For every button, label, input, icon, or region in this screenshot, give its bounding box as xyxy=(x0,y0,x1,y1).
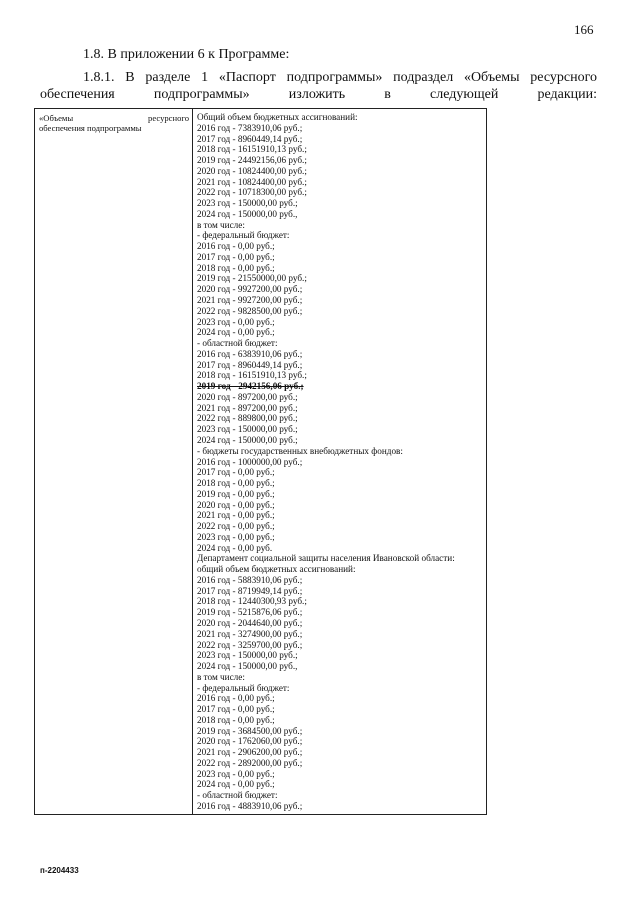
funding-line: 2017 год - 0,00 руб.; xyxy=(197,251,275,262)
funding-line: Общий объем бюджетных ассигнований: xyxy=(197,112,358,122)
funding-line: Департамент социальной защиты населения Ивановской области: xyxy=(197,553,455,564)
funding-line: 2022 год - 889800,00 руб.; xyxy=(197,413,298,424)
label-line-1 xyxy=(39,113,189,123)
funding-line: 2019 год - 24492156,06 руб.; xyxy=(197,155,307,166)
funding-line: 2022 год - 0,00 руб.; xyxy=(197,521,275,532)
funding-line: 2021 год - 897200,00 руб.; xyxy=(197,402,298,413)
passport-table xyxy=(34,108,487,815)
funding-line: 2019 год - 21550000,00 руб.; xyxy=(197,273,307,284)
funding-line: 2020 год - 10824400,00 руб.; xyxy=(197,165,307,176)
funding-line: 2024 год - 0,00 руб. xyxy=(197,542,273,553)
funding-line: 2023 год - 0,00 руб.; xyxy=(197,768,275,779)
funding-line: в том числе: xyxy=(197,671,245,682)
page-number: 166 xyxy=(574,22,594,37)
funding-line: 2023 год - 150000,00 руб.; xyxy=(197,198,298,209)
label-line-2: обеспечения подпрограммы xyxy=(39,123,142,134)
label-word-2: ресурсного xyxy=(148,113,189,123)
funding-line: 2022 год - 10718300,00 руб.; xyxy=(197,187,307,198)
instruction-paragraph: 1.8.1. В разделе 1 «Паспорт подпрограммы» подраздел «Объемы ресурсного обеспечения подпрограммы» изложить в следующей редакции: xyxy=(40,70,597,102)
funding-line: 2024 год - 150000,00 руб.; xyxy=(197,434,298,445)
funding-line: 2017 год - 8960449,14 руб.; xyxy=(197,133,303,144)
funding-line: 2022 год - 9828500,00 руб.; xyxy=(197,305,303,316)
funding-line: 2019 год - 0,00 руб.; xyxy=(197,488,275,499)
document-code: п-2204433 xyxy=(40,866,79,875)
funding-line: 2022 год - 3259700,00 руб.; xyxy=(197,639,303,650)
funding-line: 2016 год - 7383910,06 руб.; xyxy=(197,122,303,133)
funding-line: 2017 год - 0,00 руб.; xyxy=(197,467,275,478)
funding-line: 2020 год - 1762060,00 руб.; xyxy=(197,736,303,747)
funding-line: 2019 год - 2942156,06 руб.; xyxy=(197,381,304,392)
funding-line: 2018 год - 16151910,13 руб.; xyxy=(197,144,307,155)
funding-line: 2016 год - 0,00 руб.; xyxy=(197,693,275,704)
funding-line: 2018 год - 16151910,13 руб.; xyxy=(197,370,307,381)
funding-line: 2018 год - 12440300,93 руб.; xyxy=(197,596,307,607)
funding-line: 2021 год - 9927200,00 руб.; xyxy=(197,295,303,306)
funding-line: 2016 год - 0,00 руб.; xyxy=(197,241,275,252)
funding-line: 2017 год - 8719949,14 руб.; xyxy=(197,585,303,596)
funding-line: 2021 год - 3274900,00 руб.; xyxy=(197,628,303,639)
label-word-1: «Объемы xyxy=(39,113,74,123)
funding-line: 2016 год - 1000000,00 руб.; xyxy=(197,456,303,467)
funding-line: 2020 год - 0,00 руб.; xyxy=(197,499,275,510)
funding-line: 2019 год - 5215876,06 руб.; xyxy=(197,607,303,618)
funding-line: 2018 год - 0,00 руб.; xyxy=(197,262,275,273)
funding-line: 2020 год - 897200,00 руб.; xyxy=(197,391,298,402)
table-row xyxy=(35,109,487,815)
funding-line: 2021 год - 10824400,00 руб.; xyxy=(197,176,307,187)
funding-line: 2016 год - 6383910,06 руб.; xyxy=(197,348,303,359)
funding-line: 2023 год - 0,00 руб.; xyxy=(197,316,275,327)
funding-line: 2017 год - 0,00 руб.; xyxy=(197,704,275,715)
funding-line: 2024 год - 150000,00 руб., xyxy=(197,661,298,672)
funding-line: 2018 год - 0,00 руб.; xyxy=(197,478,275,489)
funding-line: 2016 год - 5883910,06 руб.; xyxy=(197,574,303,585)
label-cell xyxy=(35,109,193,815)
funding-line: - федеральный бюджет: xyxy=(197,230,290,241)
funding-line: 2020 год - 2044640,00 руб.; xyxy=(197,617,303,628)
funding-line: 2019 год - 3684500,00 руб.; xyxy=(197,725,303,736)
funding-line: 2024 год - 0,00 руб.; xyxy=(197,779,275,790)
section-heading: 1.8. В приложении 6 к Программе: xyxy=(83,47,290,62)
funding-line: 2021 год - 2906200,00 руб.; xyxy=(197,747,303,758)
funding-line: 2021 год - 0,00 руб.; xyxy=(197,510,275,521)
value-cell xyxy=(193,109,487,815)
funding-line: - бюджеты государственных внебюджетных фондов: xyxy=(197,445,403,456)
funding-line: 2016 год - 4883910,06 руб.; xyxy=(197,801,303,811)
funding-line: - областной бюджет: xyxy=(197,790,278,801)
funding-line: 2017 год - 8960449,14 руб.; xyxy=(197,359,303,370)
funding-line: 2024 год - 150000,00 руб., xyxy=(197,208,298,219)
funding-line: 2023 год - 150000,00 руб.; xyxy=(197,650,298,661)
funding-line: 2023 год - 150000,00 руб.; xyxy=(197,424,298,435)
funding-line: - областной бюджет: xyxy=(197,338,278,349)
funding-lines xyxy=(197,112,483,812)
funding-line: 2023 год - 0,00 руб.; xyxy=(197,531,275,542)
funding-line: 2022 год - 2892000,00 руб.; xyxy=(197,757,303,768)
funding-line: 2020 год - 9927200,00 руб.; xyxy=(197,284,303,295)
funding-line: в том числе: xyxy=(197,219,245,230)
funding-line: 2018 год - 0,00 руб.; xyxy=(197,714,275,725)
funding-line: общий объем бюджетных ассигнований: xyxy=(197,564,356,575)
funding-line: 2024 год - 0,00 руб.; xyxy=(197,327,275,338)
funding-line: - федеральный бюджет: xyxy=(197,682,290,693)
